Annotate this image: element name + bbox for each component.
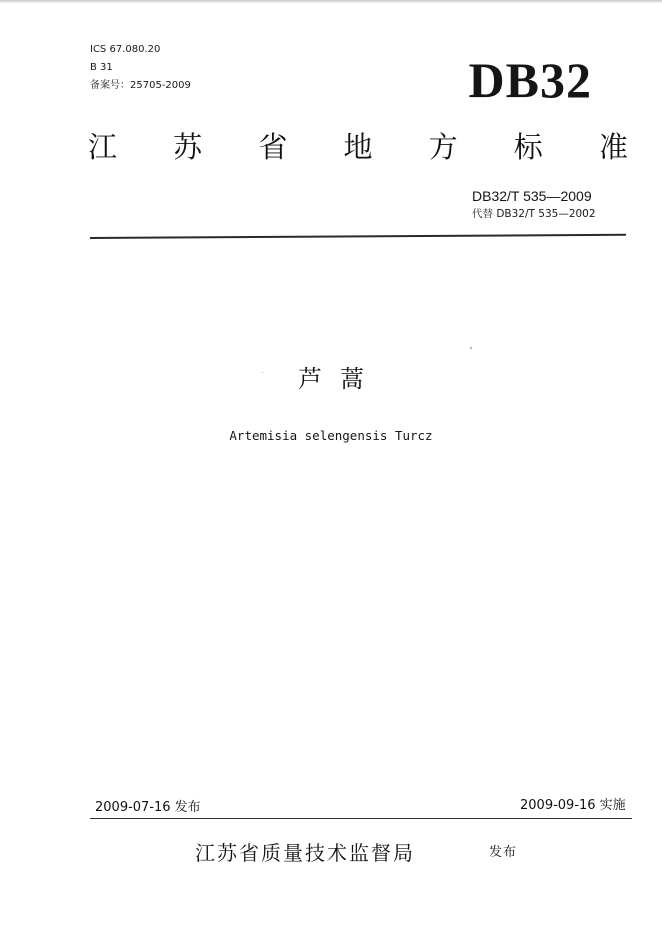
standard-type-char: 方 (428, 130, 458, 164)
document-title-latin: Artemisia selengensis Turcz (229, 428, 433, 443)
standard-type-heading (88, 125, 628, 169)
footer-divider (90, 818, 632, 819)
implementation-date: 2009-09-16 实施 (520, 798, 626, 813)
issue-date: 2009-07-16 发布 (95, 800, 201, 815)
scan-edge-shadow (0, 0, 662, 3)
standard-type-char: 苏 (173, 130, 203, 164)
standard-number: DB32/T 535—2009 (472, 188, 592, 204)
standard-type-char: 准 (598, 130, 628, 164)
issuing-authority: 江苏省质量技术监督局 (195, 841, 415, 865)
ics-code: ICS 67.080.20 (90, 44, 161, 55)
replaces-standard: 代替 DB32/T 535—2002 (472, 208, 596, 220)
db-code-logo: DB32 (468, 52, 592, 108)
classification-code: B 31 (90, 62, 113, 73)
scan-speck (470, 347, 472, 349)
standard-type-char: 标 (513, 130, 543, 164)
issuing-authority-suffix: 发布 (489, 845, 518, 860)
document-title-chinese: 芦蒿 (298, 365, 382, 393)
standard-type-char: 江 (88, 130, 118, 164)
header-divider (90, 234, 626, 239)
scan-speck (262, 372, 263, 373)
record-number: 备案号：25705-2009 (90, 80, 191, 91)
standard-type-char: 省 (258, 130, 288, 164)
standard-type-char: 地 (343, 130, 373, 164)
